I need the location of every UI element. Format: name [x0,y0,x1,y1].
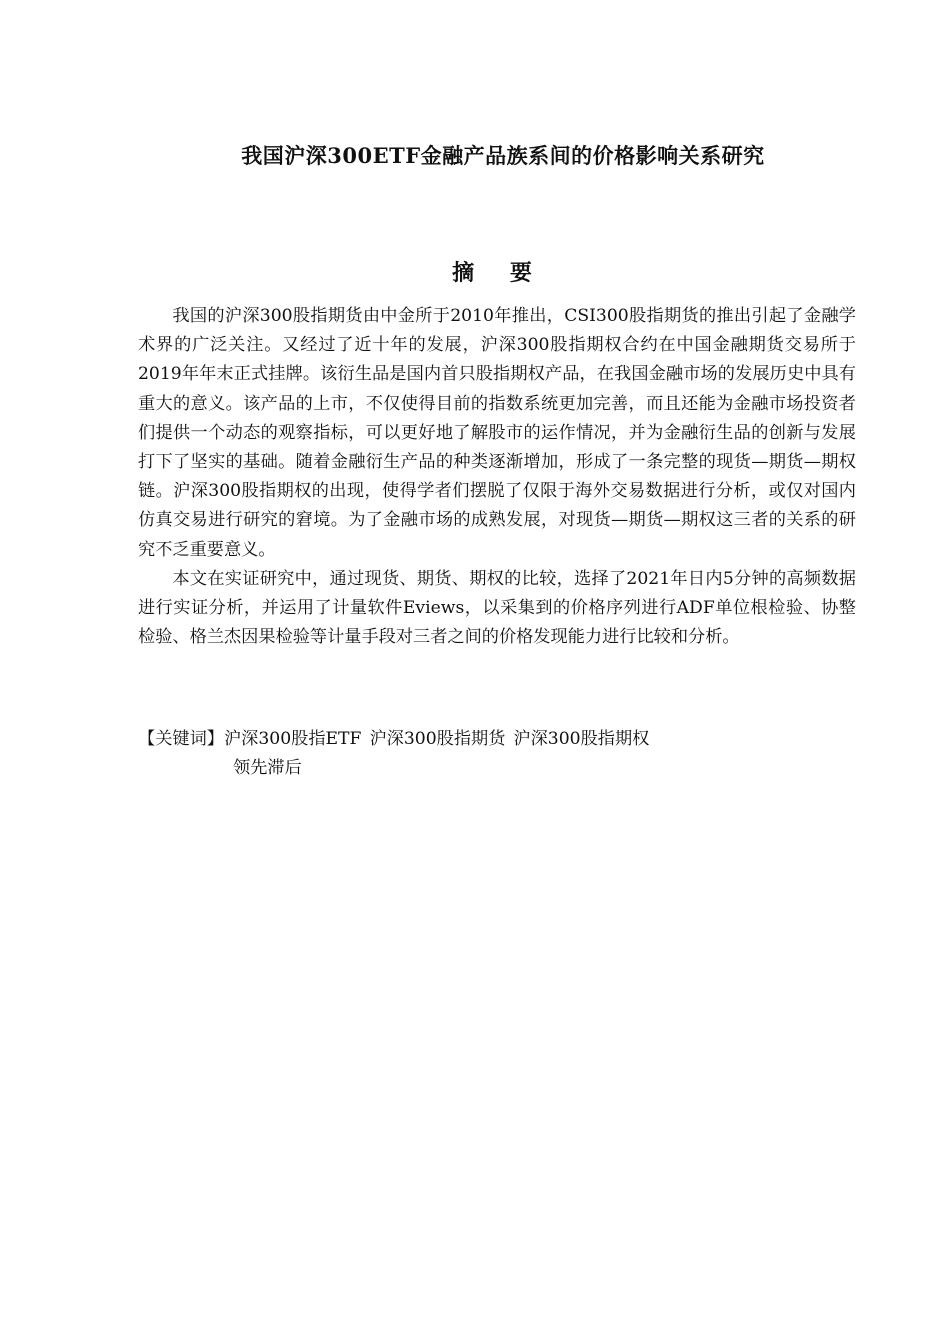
abstract-heading: 摘 要 [452,260,546,286]
document-title: 我国沪深300ETF金融产品族系间的价格影响关系研究 [241,143,765,168]
keyword-item: 沪深300股指ETF [223,729,362,749]
keywords-continuation: 领先滞后 [233,758,302,779]
keyword-item: 沪深300股指期货 [369,729,506,749]
keywords-line [138,725,856,754]
abstract-body [138,302,856,652]
abstract-paragraph-1: 我国的沪深300股指期货由中金所于2010年推出，CSI300股指期货的推出引起了金融学术界的广泛关注。又经过了近十年的发展，沪深300股指期权合约在中国金融期货交易所于2019年年末正式挂牌。该衍生品是国内首只股指期权产品，在我国金融市场的发展历史中具有重大的意义。该产品的上市，不仅使得目前的指数系统更加完善，而且还能为金融市场投资者们提供一个动态的观察指标，可以更好地了解股市的运作情况，并为金融衍生品的创新与发展打下了坚实的基础。随着金融衍生产品的种类逐渐增加，形成了一条完整的现货—期货—期权链。沪深300股指期权的出现，使得学者们摆脱了仅限于海外交易数据进行分析，或仅对国内仿真交易进行研究的窘境。为了金融市场的成熟发展，对现货—期货—期权这三者的关系的研究不乏重要意义。 [138,306,856,560]
keyword-item: 沪深300股指期权 [513,729,650,749]
abstract-paragraph-2: 本文在实证研究中，通过现货、期货、期权的比较，选择了2021年日内5分钟的高频数据进行实证分析，并运用了计量软件Eviews，以采集到的价格序列进行ADF单位根检验、协整检验、格兰杰因果检验等计量手段对三者之间的价格发现能力进行比较和分析。 [138,568,856,648]
keywords-block [138,725,856,783]
keywords-label: 【关键词】 [138,729,224,749]
